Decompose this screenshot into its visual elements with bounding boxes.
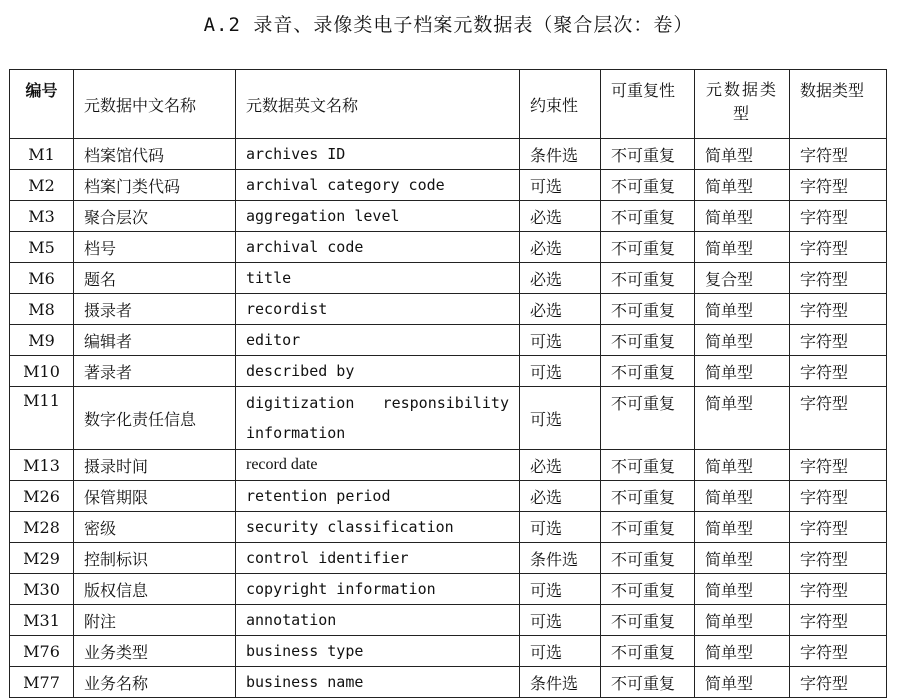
cell-number: M30: [10, 574, 74, 605]
cell-repeatability: 不可重复: [601, 356, 695, 387]
cell-constraint: 可选: [520, 512, 601, 543]
cell-en-name-text: digitization responsibility information: [246, 394, 509, 442]
table-row: [10, 636, 887, 667]
cell-repeatability: 不可重复: [601, 574, 695, 605]
cell-number: M6: [10, 263, 74, 294]
table-row: [10, 481, 887, 512]
cell-en-name: title: [236, 263, 520, 294]
cell-repeatability: 不可重复: [601, 294, 695, 325]
cell-element-type: 简单型: [695, 605, 790, 636]
table-row: [10, 512, 887, 543]
cell-element-type: 简单型: [695, 574, 790, 605]
cell-repeatability: 不可重复: [601, 481, 695, 512]
cell-data-type: 字符型: [790, 605, 887, 636]
cell-constraint: 可选: [520, 574, 601, 605]
cell-data-type: 字符型: [790, 232, 887, 263]
table-row: [10, 232, 887, 263]
cell-constraint: 可选: [520, 170, 601, 201]
cell-en-name: archives ID: [236, 139, 520, 170]
table-row: [10, 605, 887, 636]
cell-data-type: 字符型: [790, 543, 887, 574]
cell-element-type: 简单型: [695, 170, 790, 201]
cell-data-type: 字符型: [790, 636, 887, 667]
cell-number: M13: [10, 450, 74, 481]
cell-element-type: 简单型: [695, 232, 790, 263]
cell-number: M77: [10, 667, 74, 698]
header-data-type: 数据类型: [790, 70, 887, 139]
cell-cn-name: 编辑者: [74, 325, 236, 356]
cell-data-type: 字符型: [790, 667, 887, 698]
cell-constraint: 必选: [520, 294, 601, 325]
cell-number: M29: [10, 543, 74, 574]
cell-number: M9: [10, 325, 74, 356]
cell-cn-name: 摄录者: [74, 294, 236, 325]
cell-repeatability: 不可重复: [601, 201, 695, 232]
header-element-type: 元数据类型: [695, 70, 790, 139]
table-row: [10, 543, 887, 574]
table-row: [10, 139, 887, 170]
cell-data-type: 字符型: [790, 512, 887, 543]
cell-cn-name: 版权信息: [74, 574, 236, 605]
cell-constraint: 必选: [520, 481, 601, 512]
cell-number: M3: [10, 201, 74, 232]
cell-element-type: 复合型: [695, 263, 790, 294]
cell-constraint: 条件选: [520, 667, 601, 698]
cell-repeatability: 不可重复: [601, 605, 695, 636]
cell-repeatability: 不可重复: [601, 667, 695, 698]
cell-element-type: 简单型: [695, 667, 790, 698]
cell-en-name: security classification: [236, 512, 520, 543]
cell-number: M2: [10, 170, 74, 201]
cell-number: M28: [10, 512, 74, 543]
cell-element-type: 简单型: [695, 139, 790, 170]
cell-constraint: 必选: [520, 263, 601, 294]
header-en-name: 元数据英文名称: [236, 70, 520, 139]
cell-en-name: recordist: [236, 294, 520, 325]
cell-number: M11: [10, 387, 74, 450]
cell-cn-name: 档案馆代码: [74, 139, 236, 170]
table-row: [10, 201, 887, 232]
cell-repeatability: 不可重复: [601, 232, 695, 263]
cell-cn-name: 保管期限: [74, 481, 236, 512]
cell-en-name: copyright information: [236, 574, 520, 605]
cell-number: M5: [10, 232, 74, 263]
cell-constraint: 必选: [520, 201, 601, 232]
cell-number: M31: [10, 605, 74, 636]
cell-en-name: aggregation level: [236, 201, 520, 232]
cell-repeatability: 不可重复: [601, 325, 695, 356]
cell-cn-name: 数字化责任信息: [74, 387, 236, 450]
cell-element-type: 简单型: [695, 356, 790, 387]
cell-cn-name: 附注: [74, 605, 236, 636]
table-row: [10, 667, 887, 698]
cell-constraint: 条件选: [520, 139, 601, 170]
cell-repeatability: 不可重复: [601, 636, 695, 667]
header-constraint: 约束性: [520, 70, 601, 139]
cell-element-type: 简单型: [695, 294, 790, 325]
cell-repeatability: 不可重复: [601, 263, 695, 294]
cell-en-name: business type: [236, 636, 520, 667]
cell-constraint: 必选: [520, 232, 601, 263]
table-header-row: [10, 70, 887, 139]
cell-number: M26: [10, 481, 74, 512]
cell-constraint: 可选: [520, 605, 601, 636]
cell-number: M1: [10, 139, 74, 170]
cell-en-name: annotation: [236, 605, 520, 636]
cell-cn-name: 著录者: [74, 356, 236, 387]
header-repeatability: 可重复性: [601, 70, 695, 139]
table-row: [10, 325, 887, 356]
cell-repeatability: 不可重复: [601, 512, 695, 543]
metadata-table: [9, 69, 887, 698]
cell-en-name: record date: [236, 450, 520, 481]
cell-data-type: 字符型: [790, 387, 887, 450]
header-number: 编号: [10, 70, 74, 139]
cell-number: M8: [10, 294, 74, 325]
cell-data-type: 字符型: [790, 139, 887, 170]
cell-constraint: 可选: [520, 325, 601, 356]
cell-data-type: 字符型: [790, 574, 887, 605]
cell-data-type: 字符型: [790, 325, 887, 356]
cell-element-type: 简单型: [695, 387, 790, 450]
cell-cn-name: 题名: [74, 263, 236, 294]
cell-number: M76: [10, 636, 74, 667]
cell-data-type: 字符型: [790, 170, 887, 201]
cell-en-name: described by: [236, 356, 520, 387]
table-row: [10, 450, 887, 481]
cell-en-name: [236, 387, 520, 450]
document-title: A.2 录音、录像类电子档案元数据表（聚合层次：卷）: [203, 14, 694, 36]
table-row: [10, 387, 887, 450]
header-cn-name: 元数据中文名称: [74, 70, 236, 139]
cell-data-type: 字符型: [790, 263, 887, 294]
cell-element-type: 简单型: [695, 201, 790, 232]
cell-repeatability: 不可重复: [601, 139, 695, 170]
cell-data-type: 字符型: [790, 201, 887, 232]
cell-cn-name: 业务名称: [74, 667, 236, 698]
cell-data-type: 字符型: [790, 481, 887, 512]
cell-repeatability: 不可重复: [601, 543, 695, 574]
cell-element-type: 简单型: [695, 512, 790, 543]
cell-cn-name: 聚合层次: [74, 201, 236, 232]
cell-en-name: control identifier: [236, 543, 520, 574]
table-row: [10, 294, 887, 325]
table-row: [10, 170, 887, 201]
cell-constraint: 条件选: [520, 543, 601, 574]
cell-element-type: 简单型: [695, 325, 790, 356]
cell-repeatability: 不可重复: [601, 170, 695, 201]
table-row: [10, 356, 887, 387]
cell-cn-name: 业务类型: [74, 636, 236, 667]
cell-constraint: 可选: [520, 387, 601, 450]
cell-cn-name: 密级: [74, 512, 236, 543]
cell-data-type: 字符型: [790, 450, 887, 481]
cell-en-name: business name: [236, 667, 520, 698]
cell-element-type: 简单型: [695, 636, 790, 667]
cell-cn-name: 档案门类代码: [74, 170, 236, 201]
cell-cn-name: 摄录时间: [74, 450, 236, 481]
cell-en-name: editor: [236, 325, 520, 356]
cell-cn-name: 档号: [74, 232, 236, 263]
cell-data-type: 字符型: [790, 356, 887, 387]
cell-repeatability: 不可重复: [601, 450, 695, 481]
cell-en-name: retention period: [236, 481, 520, 512]
cell-repeatability: 不可重复: [601, 387, 695, 450]
cell-constraint: 必选: [520, 450, 601, 481]
cell-cn-name: 控制标识: [74, 543, 236, 574]
cell-en-name: archival category code: [236, 170, 520, 201]
table-row: [10, 263, 887, 294]
table-row: [10, 574, 887, 605]
cell-data-type: 字符型: [790, 294, 887, 325]
cell-en-name: archival code: [236, 232, 520, 263]
cell-constraint: 可选: [520, 636, 601, 667]
cell-constraint: 可选: [520, 356, 601, 387]
cell-element-type: 简单型: [695, 450, 790, 481]
cell-number: M10: [10, 356, 74, 387]
cell-element-type: 简单型: [695, 481, 790, 512]
cell-element-type: 简单型: [695, 543, 790, 574]
